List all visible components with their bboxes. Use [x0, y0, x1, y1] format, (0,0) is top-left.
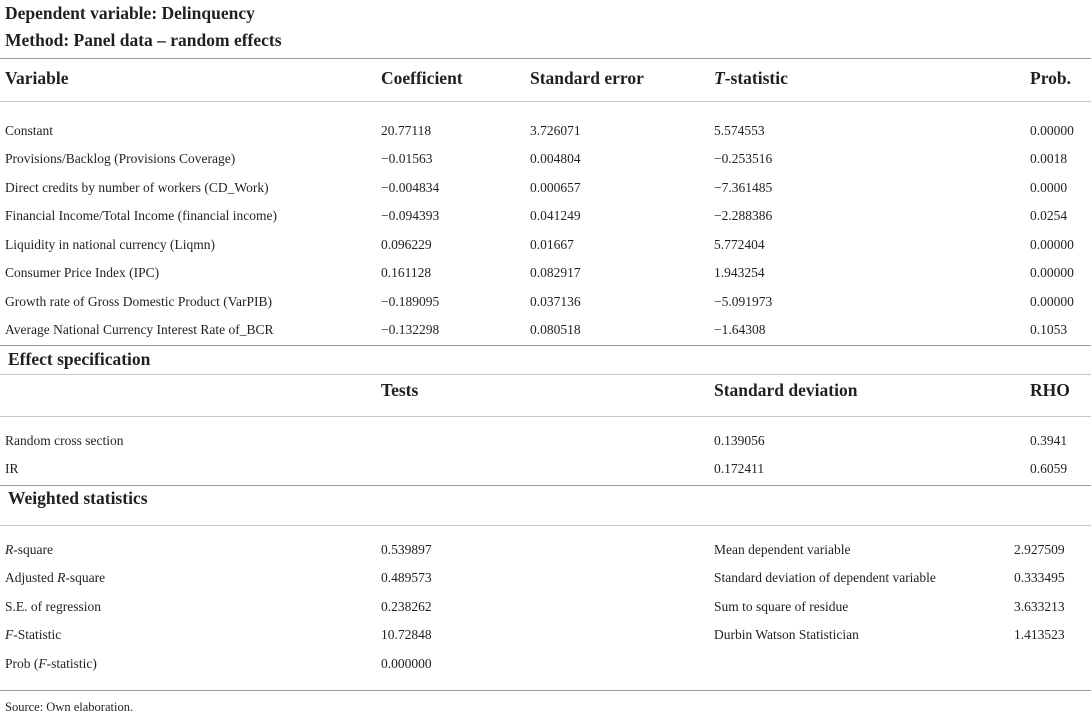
dependent-variable-title: Dependent variable: Delinquency	[5, 3, 255, 23]
row-standard-error: 0.041249	[530, 208, 581, 223]
col-header-t-statistic: T-statistic	[714, 68, 788, 88]
row-label: Prob (F-statistic)	[5, 656, 97, 671]
section-rule-weighted	[0, 485, 1091, 486]
row-prob: 0.00000	[1030, 237, 1074, 252]
row-label: F-Statistic	[5, 627, 62, 642]
row-standard-deviation: 0.139056	[714, 433, 765, 448]
row-value: 0.539897	[381, 542, 432, 557]
row-variable: Direct credits by number of workers (CD_Work)	[5, 180, 269, 195]
row-prob: 0.1053	[1030, 322, 1068, 337]
row-value: 0.489573	[381, 570, 432, 585]
row-prob: 0.0018	[1030, 151, 1068, 166]
effect-specification-title: Effect specification	[8, 349, 151, 369]
col-header-tests: Tests	[381, 380, 419, 400]
row-coefficient: 0.096229	[381, 237, 432, 252]
row-coefficient: −0.004834	[381, 180, 440, 195]
col-header-standard-error: Standard error	[530, 68, 644, 88]
row-variable: Constant	[5, 123, 54, 138]
col-header-prob: Prob.	[1030, 68, 1071, 88]
col-header-variable: Variable	[5, 68, 69, 88]
bottom-rule	[0, 690, 1091, 691]
row-label: R-square	[5, 542, 53, 557]
row-value: 10.72848	[381, 627, 432, 642]
row-label: Mean dependent variable	[714, 542, 851, 557]
row-t-statistic: 5.772404	[714, 237, 765, 252]
effect-header-rule	[0, 416, 1091, 417]
row-prob: 0.00000	[1030, 294, 1074, 309]
row-standard-error: 0.01667	[530, 237, 574, 252]
row-standard-error: 0.004804	[530, 151, 581, 166]
row-t-statistic: 1.943254	[714, 265, 765, 280]
row-rho: 0.6059	[1030, 461, 1068, 476]
row-prob: 0.00000	[1030, 123, 1074, 138]
row-standard-error: 0.080518	[530, 322, 581, 337]
row-value: 2.927509	[1014, 542, 1065, 557]
weighted-title-rule	[0, 525, 1091, 526]
effect-title-rule	[0, 374, 1091, 375]
row-coefficient: −0.01563	[381, 151, 433, 166]
header-rule	[0, 101, 1091, 102]
row-t-statistic: −2.288386	[714, 208, 773, 223]
row-standard-error: 0.037136	[530, 294, 581, 309]
row-coefficient: −0.189095	[381, 294, 440, 309]
row-value: 0.000000	[381, 656, 432, 671]
method-title: Method: Panel data – random effects	[5, 30, 282, 50]
row-standard-deviation: 0.172411	[714, 461, 765, 476]
col-header-coefficient: Coefficient	[381, 68, 463, 88]
section-rule-effect	[0, 345, 1091, 346]
row-coefficient: −0.094393	[381, 208, 440, 223]
row-standard-error: 0.082917	[530, 265, 581, 280]
row-coefficient: −0.132298	[381, 322, 440, 337]
row-label: Random cross section	[5, 433, 124, 448]
row-prob: 0.0000	[1030, 180, 1068, 195]
row-variable: Consumer Price Index (IPC)	[5, 265, 160, 280]
row-prob: 0.0254	[1030, 208, 1068, 223]
row-standard-error: 3.726071	[530, 123, 581, 138]
top-rule	[0, 58, 1091, 59]
row-variable: Liquidity in national currency (Liqmn)	[5, 237, 215, 252]
row-t-statistic: −7.361485	[714, 180, 773, 195]
weighted-statistics-title: Weighted statistics	[8, 488, 148, 508]
row-rho: 0.3941	[1030, 433, 1068, 448]
row-value: 1.413523	[1014, 627, 1065, 642]
row-coefficient: 20.77118	[381, 123, 432, 138]
col-header-standard-deviation: Standard deviation	[714, 380, 858, 400]
row-label: S.E. of regression	[5, 599, 101, 614]
row-t-statistic: 5.574553	[714, 123, 765, 138]
row-t-statistic: −0.253516	[714, 151, 773, 166]
row-t-statistic: −1.64308	[714, 322, 766, 337]
row-coefficient: 0.161128	[381, 265, 432, 280]
col-header-rho: RHO	[1030, 380, 1070, 400]
row-variable: Financial Income/Total Income (financial income)	[5, 208, 277, 223]
row-prob: 0.00000	[1030, 265, 1074, 280]
row-standard-error: 0.000657	[530, 180, 581, 195]
row-variable: Provisions/Backlog (Provisions Coverage)	[5, 151, 236, 166]
row-value: 0.333495	[1014, 570, 1065, 585]
row-variable: Average National Currency Interest Rate of_BCR	[5, 322, 274, 337]
source-note: Source: Own elaboration.	[5, 700, 134, 714]
row-t-statistic: −5.091973	[714, 294, 773, 309]
row-label: Sum to square of residue	[714, 599, 849, 614]
row-label: Adjusted R-square	[5, 570, 106, 585]
row-label: IR	[5, 461, 19, 476]
row-value: 0.238262	[381, 599, 432, 614]
row-label: Durbin Watson Statistician	[714, 627, 859, 642]
row-value: 3.633213	[1014, 599, 1065, 614]
row-label: Standard deviation of dependent variable	[714, 570, 936, 585]
row-variable: Growth rate of Gross Domestic Product (VarPIB)	[5, 294, 272, 309]
